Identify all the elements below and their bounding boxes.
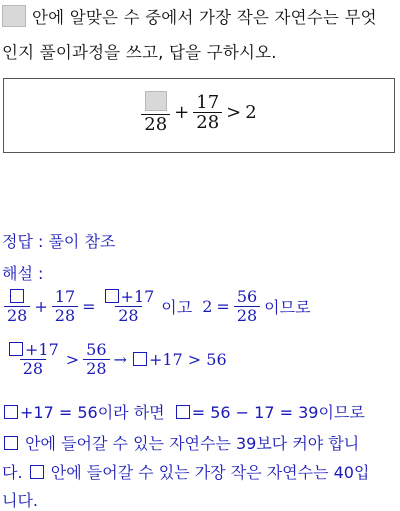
rhs-value: 2 <box>245 102 257 124</box>
blank-square-icon <box>176 405 190 419</box>
inequality <box>4 91 394 135</box>
solution-row-5: 다. 안에 들어갈 수 있는 가장 작은 자연수는 40입 <box>2 463 370 482</box>
question-text-1: 안에 알맞은 수 중에서 가장 작은 자연수는 무엇 <box>32 8 377 27</box>
solution-row-1: 28 + $\frac{17}{28}$ = $\frac{+17}{28}$ 이고 2 = $\frac{56}{28}$ 이므로 <box>2 288 313 324</box>
blank-square-icon <box>10 289 24 303</box>
solution-row-4: 안에 들어갈 수 있는 자연수는 39보다 커야 합니 <box>2 431 359 454</box>
blank-square-icon <box>30 465 44 479</box>
blank-square-icon <box>4 405 18 419</box>
formula-box <box>3 78 395 153</box>
blank-box <box>2 5 26 27</box>
blank-square-icon <box>9 342 23 356</box>
blank-box <box>145 91 167 111</box>
plus-sign: + <box>174 102 190 124</box>
explanation-label: 해설 : <box>2 264 44 283</box>
solution-row-3: +17 = 56이라 하면 = 56 − 17 = 39이므로 <box>2 400 365 423</box>
blank-square-icon <box>4 436 18 450</box>
fraction-blank-over-28: 28 <box>141 91 170 135</box>
blank-square-icon <box>133 352 147 366</box>
greater-than-sign: > <box>226 102 242 124</box>
fraction-17-over-28: $\frac{17}{28}$ <box>193 93 222 134</box>
question-line-1 <box>2 4 377 28</box>
solution-row-2: $\frac{+17}{28}$ > $\frac{56}{28}$ → +17 > 56 <box>2 341 229 377</box>
question-line-2: 인지 풀이과정을 쓰고, 답을 구하시오. <box>2 43 277 62</box>
solution-row-6: 니다. <box>2 491 38 510</box>
answer-label: 정답 : 풀이 참조 <box>2 232 116 251</box>
blank-square-icon <box>105 289 119 303</box>
